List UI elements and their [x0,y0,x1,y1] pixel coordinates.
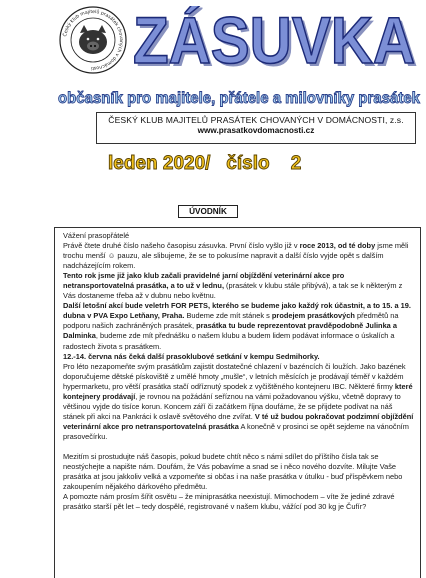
text-run: Budeme zde mít stánek s [184,311,272,321]
club-website-link[interactable]: www.prasatkovdomacnosti.cz [197,126,315,135]
masthead-shadow: ZÁSUVKA [136,6,418,70]
text-run: Právě čtete druhé číslo našeho časopisu zásuvka. První číslo vyšlo již v [63,241,300,251]
article-paragraph [63,301,415,351]
bold-text: V té už budou pokračovat podzimní objíždění veterinární akce pro netransportovatelná prasátka [63,411,414,431]
club-info-box [96,112,416,144]
text-run: , je rovnou na požádání seříznou na vámi požadovanou výšku, včetně dopravy to většinou vyjde do tisíce korun. Koncem září či začátkem října doufáme, že se přijdete podívat na náš stánek při akci na Pankráci k oslavě světového dne zvířat. [63,391,401,421]
article-paragraph [63,231,415,241]
paragraph-gap [63,442,415,452]
tagline [58,86,424,108]
text-run: Pro léto nezapomeňte svým prasátkům zajistit dostatečné chlazení v bazéncích či loužích. Jako bazének doporučujeme dětské pískoviště z umělé hmoty „mušle“, v letních měsících je prodávají téměř v každém hypermarketu, pro větší prasátka stačí odříznutý spodek z vyčištěného kontejneru IBC. Některé firmy [63,361,406,391]
bold-text: 12.-14. června nás čeká další prasoklubové setkání v kempu Sedmihorky. [63,351,320,361]
text-run: Mezitím si prostudujte náš časopis, pokud budete chtít něco s námi sdílet do příštího čísla tak se neostýchejte a napište nám. Doufám, že Vás pobavíme a snad se i něco nového dozvíte. Milujte Vaše prasátka at jsou jakkoliv velká a vzpomeňte si občas i na naše prasátka v útulku - buď příspěvkem nebo zakoupením nějakého dárkového předmětu. [63,451,403,492]
article-paragraph [63,271,415,301]
club-logo [58,5,128,75]
bold-text: Tento rok jsme již jako klub začali pravidelné jarní objíždění veterinární akce pro netransportovatelná prasátka, a to už v lednu, [63,271,345,291]
article-paragraph [63,452,415,492]
bold-text: prasátka tu bude reprezentovat pravděpodobně Julinka a Dalminka [63,321,397,341]
article-paragraph [63,352,415,362]
tagline-text: občasník pro majitele, přátele a milovníky prasátek [58,90,421,107]
article-paragraph [63,241,415,271]
text-run: A konečně v prosinci se opět sejdeme na vánočním prasovečírku. [63,421,409,441]
editorial-article [54,227,421,578]
masthead-text: ZÁSUVKA [133,6,415,70]
bold-text: roce 2013, od té doby [299,241,376,251]
text-run: Vážení prasopřátelé [63,231,130,240]
masthead-title [133,6,421,70]
text-run: A pomozte nám prosím šířit osvětu – že miniprasátka neexistují. Mimochodem – víte že jediné zdravé prasátko starší pět let – tedy dospělé, registrované v našem klubu, vážící pod 30 kg je Čufír? [63,492,395,512]
text-run: předmětů na podporu našich zachráněných prasátek, [63,311,399,331]
article-paragraph [63,492,415,512]
bold-text: Další letošní akcí bude veletrh FOR PETS, kterého se budeme jako každý rok účastnit, a to 15. a 19. dubna v PVA Expo Letňany, Praha. [63,301,411,321]
text-run: (prasátek v klubu stále přibývá), a tak se k některým z Vás dostaneme třeba až v dubnu nebo květnu. [63,281,403,301]
article-paragraph [63,362,415,442]
bold-text: prodejem prasátkových [271,311,355,321]
bold-text: které kontejnery prodávají [63,381,413,401]
section-title: ÚVODNÍK [178,205,238,218]
club-name: ČESKÝ KLUB MAJITELŮ PRASÁTEK CHOVANÝCH V DOMÁCNOSTI, z.s. [108,115,404,125]
issue-line [108,150,338,174]
issue-text: leden 2020/ číslo 2 [108,153,302,174]
text-run: , budeme zde mít přednášku o našem klubu a budem lidem podávat informace o úskalích a radostech života s prasátkem. [63,331,395,351]
logo-ring-text: Český klub majitelů prasátek chovaných v domácnosti [63,9,124,71]
text-run: jsme měli trochu menší ☺ pauzu, ale slibujeme, že se to pokusíme napravit a další číslo vyjde opět s dalším nadcházejícím rokem. [63,241,409,271]
